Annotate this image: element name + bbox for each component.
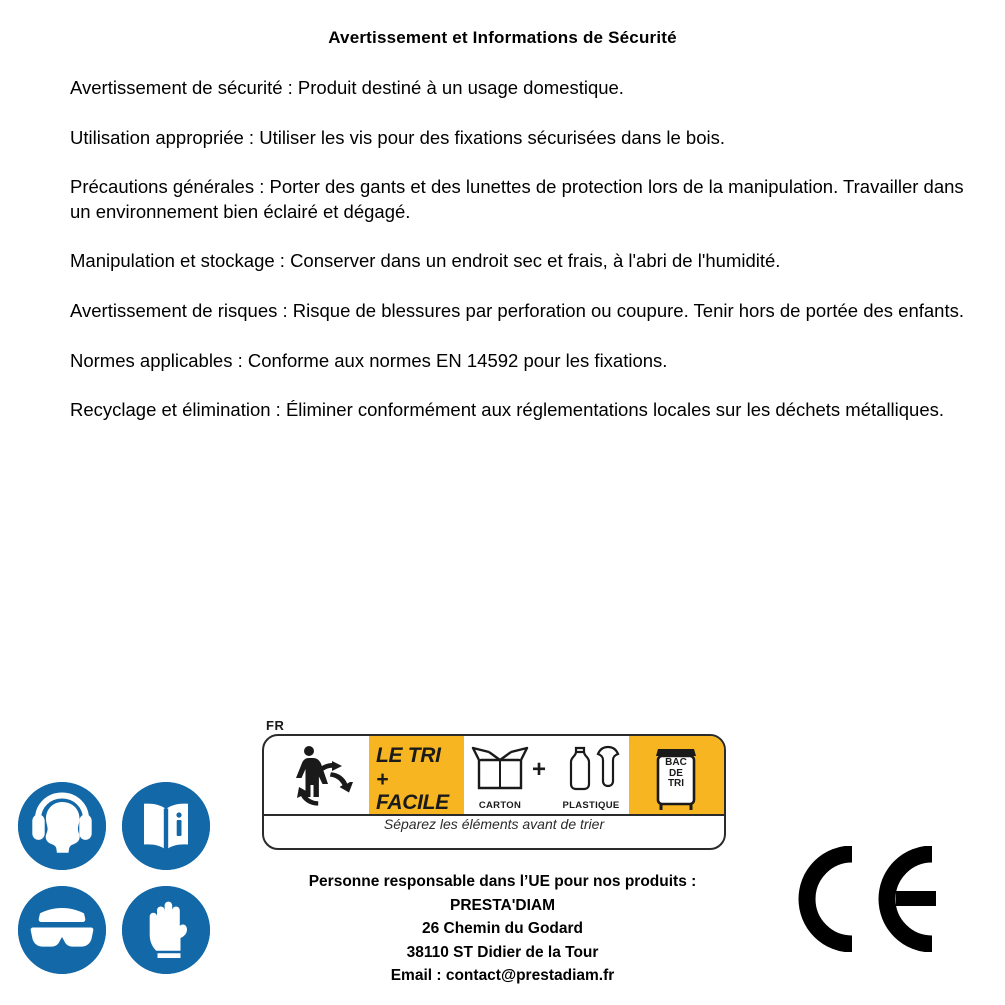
responsible-person-email: Email : contact@prestadiam.fr [390, 967, 615, 985]
read-instructions-icon [122, 782, 210, 870]
language-tag: FR [266, 718, 285, 733]
paragraph-proper-use: Utilisation appropriée : Utiliser les vis pour des fixations sécurisées dans le bois. [70, 126, 725, 148]
carton-icon [469, 740, 531, 814]
carton-label: CARTON [478, 800, 522, 811]
paragraph-standards: Normes applicables : Conforme aux normes EN 14592 pour les fixations. [70, 349, 668, 371]
triman-label-box [262, 734, 726, 850]
triman-headline [376, 744, 464, 815]
triman-headline-line2: + FACILE [376, 767, 449, 815]
paragraph-risk-warning: Avertissement de risques : Risque de blessures par perforation ou coupure. Tenir hors de portée des enfants. [70, 299, 964, 321]
plastique-icon [554, 740, 628, 814]
paragraph-general-precautions: Précautions générales : Porter des gants et des lunettes de protection lors de la manipulation. Travailler dans un environnement bien éclairé et dégagé. [70, 176, 964, 222]
page-title: Avertissement et Informations de Sécurité [328, 28, 677, 47]
bin-label-line3: TRI [667, 778, 685, 789]
safety-text-block [70, 76, 972, 448]
triman-headline-line1: LE TRI [376, 744, 441, 767]
triman-footer-text: Séparez les éléments avant de trier [383, 816, 605, 832]
paragraph-handling-storage: Manipulation et stockage : Conserver dans un endroit sec et frais, à l'abri de l'humidité. [70, 250, 781, 272]
responsible-person-company: PRESTA'DIAM [449, 896, 555, 914]
triman-recycling-label [262, 718, 724, 848]
responsible-person-intro: Personne responsable dans l’UE pour nos produits : [308, 873, 697, 890]
ce-marking [796, 846, 946, 952]
paragraph-safety-warning: Avertissement de sécurité : Produit destiné à un usage domestique. [70, 77, 624, 98]
responsible-person-street: 26 Chemin du Godard [421, 920, 584, 938]
triman-symbol-icon [269, 738, 367, 812]
bin-label-line2: DE [669, 767, 683, 779]
ear-protection-icon [18, 782, 106, 870]
plastique-label: PLASTIQUE [562, 800, 620, 811]
responsible-person-city: 38110 ST Didier de la Tour [406, 943, 599, 961]
bin-label [652, 758, 700, 790]
bin-label-line1: BAC [665, 757, 687, 768]
plus-sign: + [532, 756, 547, 783]
paragraph-recycling: Recyclage et élimination : Éliminer conformément aux réglementations locales sur les déchets métalliques. [70, 399, 945, 421]
